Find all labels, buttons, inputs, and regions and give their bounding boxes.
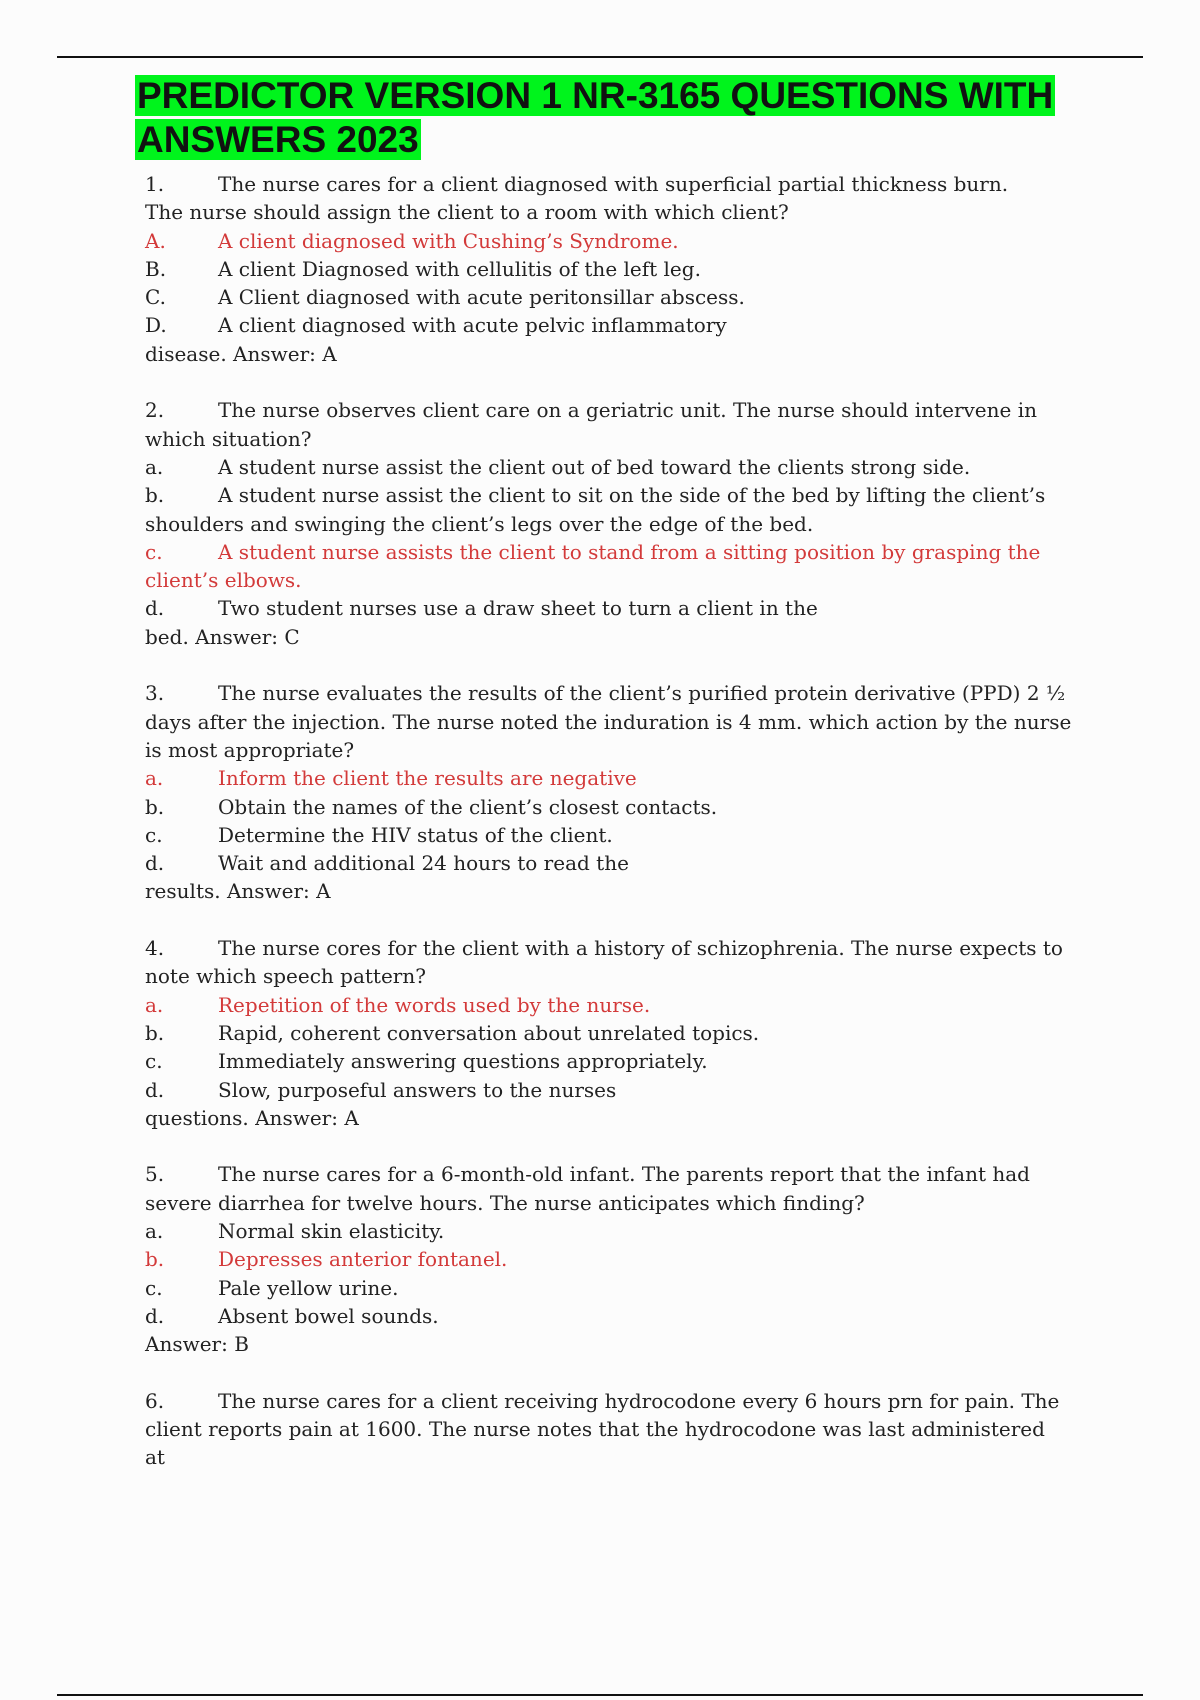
option-a-correct: A. A client diagnosed with Cushing’s Syndrome. — [145, 228, 679, 253]
question-5 — [145, 1160, 1080, 1358]
question-stem-cont: note which speech pattern? — [145, 964, 426, 989]
option-d: d. Wait and additional 24 hours to read the — [145, 851, 629, 876]
option-b: b. Rapid, coherent conversation about unrelated topics. — [145, 1020, 760, 1045]
option-a-correct: a. Repetition of the words used by the nurse. — [145, 992, 651, 1017]
answer-line: Answer: B — [145, 1332, 249, 1357]
option-b: b. A student nurse assist the client to sit on the side of the bed by lifting the client’s — [145, 483, 1046, 508]
option-d: D. A client diagnosed with acute pelvic inflammatory — [145, 313, 727, 338]
question-stem-cont: days after the injection. The nurse noted the induration is 4 mm. which action by the nurse — [145, 709, 1072, 734]
option-c: c. Pale yellow urine. — [145, 1275, 399, 1300]
option-c: c. Immediately answering questions appropriately. — [145, 1049, 708, 1074]
answer-line: results. Answer: A — [145, 879, 331, 904]
question-list — [145, 170, 1080, 1500]
option-a-correct: a. Inform the client the results are negative — [145, 766, 637, 791]
question-stem-cont: The nurse should assign the client to a room with which client? — [145, 200, 789, 225]
option-b-cont: shoulders and swinging the client’s legs over the edge of the bed. — [145, 511, 814, 536]
title-line-1: PREDICTOR VERSION 1 NR-3165 QUESTIONS WITH — [137, 75, 1054, 116]
option-c: c. Determine the HIV status of the client. — [145, 822, 613, 847]
question-1 — [145, 170, 1080, 368]
option-c-cont: client’s elbows. — [145, 568, 302, 593]
top-rule — [57, 56, 1143, 58]
option-c: C. A Client diagnosed with acute peritonsillar abscess. — [145, 285, 745, 310]
option-d: d. Two student nurses use a draw sheet to turn a client in the — [145, 596, 818, 621]
question-stem-cont-2: is most appropriate? — [145, 737, 355, 762]
answer-line: questions. Answer: A — [145, 1105, 359, 1130]
question-stem: 4. The nurse cores for the client with a history of schizophrenia. The nurse expects to — [145, 936, 1063, 961]
question-stem-cont-2: at — [145, 1445, 165, 1470]
option-b: b. Obtain the names of the client’s closest contacts. — [145, 794, 718, 819]
question-4 — [145, 934, 1080, 1132]
question-3 — [145, 679, 1080, 905]
option-b-correct: b. Depresses anterior fontanel. — [145, 1247, 508, 1272]
document-title — [135, 74, 1095, 162]
question-6 — [145, 1387, 1080, 1472]
title-line-2: ANSWERS 2023 — [137, 119, 419, 160]
bottom-rule — [57, 1694, 1143, 1696]
question-stem-cont: client reports pain at 1600. The nurse notes that the hydrocodone was last administered — [145, 1417, 1045, 1442]
option-a: a. Normal skin elasticity. — [145, 1218, 445, 1243]
option-a: a. A student nurse assist the client out of bed toward the clients strong side. — [145, 454, 971, 479]
question-stem: 2. The nurse observes client care on a geriatric unit. The nurse should intervene in — [145, 398, 1037, 423]
question-stem: 5. The nurse cares for a 6-month-old infant. The parents report that the infant had — [145, 1162, 1030, 1187]
question-stem-cont: which situation? — [145, 426, 312, 451]
question-stem-cont: severe diarrhea for twelve hours. The nurse anticipates which finding? — [145, 1190, 865, 1215]
question-2 — [145, 396, 1080, 651]
question-stem: 6. The nurse cares for a client receiving hydrocodone every 6 hours prn for pain. The — [145, 1388, 1060, 1413]
answer-line: bed. Answer: C — [145, 624, 300, 649]
question-stem: 1. The nurse cares for a client diagnosed with superficial partial thickness burn. — [145, 172, 1009, 196]
answer-line: disease. Answer: A — [145, 341, 337, 366]
option-d: d. Absent bowel sounds. — [145, 1303, 439, 1328]
option-b: B. A client Diagnosed with cellulitis of the left leg. — [145, 256, 701, 281]
option-d: d. Slow, purposeful answers to the nurses — [145, 1077, 617, 1102]
question-stem: 3. The nurse evaluates the results of the client’s purified protein derivative (PPD) 2 ½ — [145, 681, 1066, 706]
option-c-correct: c. A student nurse assists the client to stand from a sitting position by grasping the — [145, 539, 1041, 564]
